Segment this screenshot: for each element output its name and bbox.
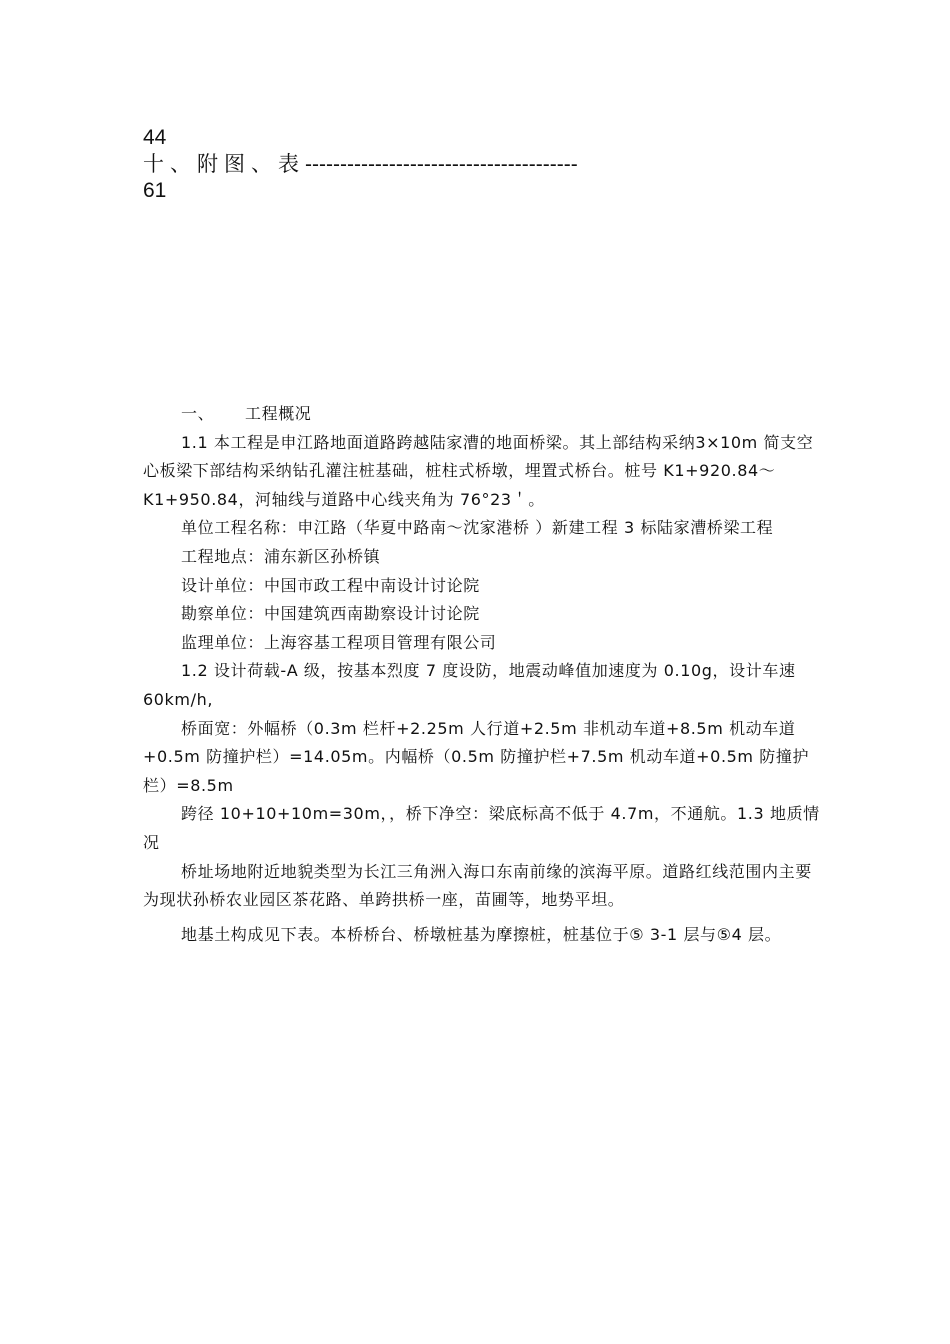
paragraph-location: 工程地点：浦东新区孙桥镇 bbox=[181, 546, 381, 566]
toc-entry bbox=[143, 151, 823, 178]
toc-prev-page-number: 44 bbox=[143, 126, 167, 149]
section-heading bbox=[181, 400, 823, 429]
paragraph-survey-unit: 勘察单位：中国建筑西南勘察设计讨论院 bbox=[181, 604, 480, 624]
toc-entry-page-number: 61 bbox=[143, 179, 167, 202]
paragraph-deck-width: 桥面宽：外幅桥（0.3m 栏杆+2.25m 人行道+2.5m 非机动车道+8.5m 机动车道+0.5m 防撞护栏）=14.05m。内幅桥（0.5m 防撞护栏+7.5m 机动车道+0.5m 防撞护栏）=8.5m bbox=[143, 718, 810, 795]
section-number: 一、 bbox=[181, 404, 215, 423]
paragraph-site-geology: 桥址场地附近地貌类型为长江三角洲入海口东南前缘的滨海平原。道路红线范围内主要为现状孙桥农业园区茶花路、单跨拱桥一座，苗圃等，地势平坦。 bbox=[143, 861, 812, 910]
paragraph-design-unit: 设计单位：中国市政工程中南设计讨论院 bbox=[181, 575, 480, 595]
paragraph-span: 跨径 10+10+10m=30m，，桥下净空：梁底标高不低于 4.7m，不通航。1.3 地质情况 bbox=[143, 804, 820, 852]
toc-entry-leader: --------------------------------------- bbox=[305, 153, 578, 176]
paragraph-design-load: 1.2 设计荷载-A 级，按基本烈度 7 度设防，地震动峰值加速度为 0.10g，设计车速 60km/h, bbox=[143, 661, 796, 709]
paragraph-supervision-unit: 监理单位：上海容基工程项目管理有限公司 bbox=[181, 632, 497, 652]
section-title: 工程概况 bbox=[245, 404, 312, 423]
toc-entry-title: 十、附图、表 bbox=[143, 152, 305, 176]
paragraph-foundation: 地基土构成见下表。本桥桥台、桥墩桩基为摩擦桩，桩基位于⑤ 3-1 层与⑤4 层。 bbox=[181, 924, 782, 944]
table-of-contents bbox=[143, 125, 823, 204]
paragraph-project-name: 单位工程名称：申江路（华夏中路南～沈家港桥 ）新建工程 3 标陆家漕桥梁工程 bbox=[181, 518, 774, 538]
paragraph-overview: 1.1 本工程是申江路地面道路跨越陆家漕的地面桥梁。其上部结构采纳3×10m 简支空心板梁下部结构采纳钻孔灌注桩基础，桩柱式桥墩，埋置式桥台。桩号 K1+920.84～K1+950.84，河轴线与道路中心线夹角为 76°23＇。 bbox=[143, 432, 814, 509]
document-body bbox=[143, 400, 823, 949]
